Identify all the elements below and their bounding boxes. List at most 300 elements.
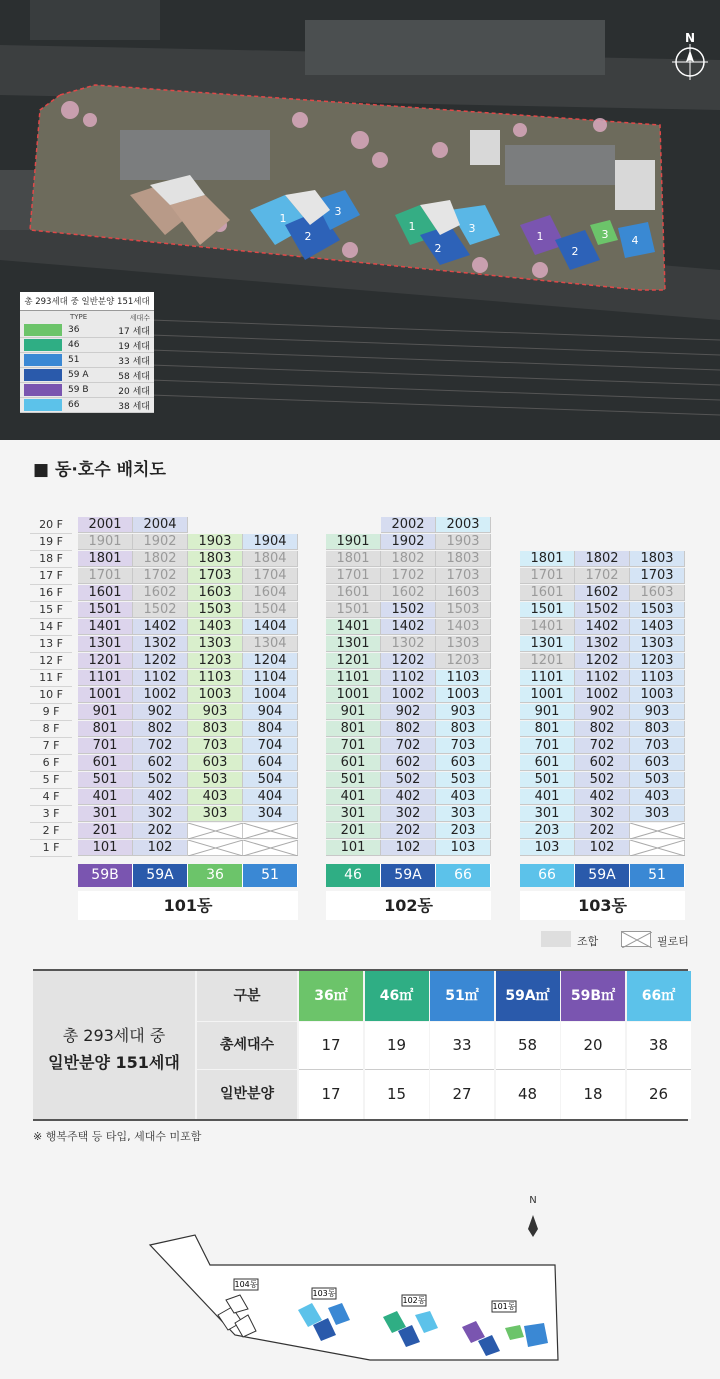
unit-cell: 903 xyxy=(630,704,685,720)
type-tag: 51 xyxy=(243,864,298,887)
unit-cell: 1102 xyxy=(381,670,436,686)
floor-label: 16 F xyxy=(30,585,72,602)
unit-cell: 801 xyxy=(78,721,133,737)
unit-cell: 101 xyxy=(326,840,381,856)
svg-text:3: 3 xyxy=(601,228,609,241)
summary-row-label-total: 총세대수 xyxy=(197,1022,297,1069)
unit-cell: 501 xyxy=(326,772,381,788)
unit-cell: 501 xyxy=(520,772,575,788)
unit-cell: 1402 xyxy=(133,619,188,635)
unit-cell: 404 xyxy=(243,789,298,805)
floor-label: 19 F xyxy=(30,534,72,551)
legend-swatch xyxy=(24,354,62,366)
legend-row xyxy=(20,353,154,368)
unit-cell: 1703 xyxy=(188,568,243,584)
unit-cell: 1202 xyxy=(575,653,630,669)
unit-cell: 503 xyxy=(436,772,491,788)
floor-label: 13 F xyxy=(30,636,72,653)
unit-cell: 604 xyxy=(243,755,298,771)
unit-cell: 1801 xyxy=(520,551,575,567)
unit-cell: 1201 xyxy=(78,653,133,669)
unit-cell: 402 xyxy=(133,789,188,805)
section-title: ■ 동·호수 배치도 xyxy=(33,460,166,480)
summary-total-cell xyxy=(33,971,195,1119)
type-tag: 51 xyxy=(630,864,685,887)
svg-text:N: N xyxy=(529,1195,537,1206)
type-tag: 59A xyxy=(575,864,630,887)
unit-cell: 1903 xyxy=(188,534,243,550)
unit-cell: 601 xyxy=(78,755,133,771)
piloti-legend-label: 필로티 xyxy=(657,935,689,948)
unit-cell: 1103 xyxy=(630,670,685,686)
unit-cell: 403 xyxy=(188,789,243,805)
unit-cell: 201 xyxy=(326,823,381,839)
svg-text:3: 3 xyxy=(334,205,342,218)
unit-cell: 804 xyxy=(243,721,298,737)
floor-label: 5 F xyxy=(30,772,72,789)
legend-row xyxy=(20,383,154,398)
legend-type: 59 B xyxy=(68,385,89,395)
legend-type-header: TYPE xyxy=(70,313,88,321)
unit-cell: 703 xyxy=(630,738,685,754)
unit-cell: 1301 xyxy=(326,636,381,652)
unit-cell: 1403 xyxy=(630,619,685,635)
floor-label: 12 F xyxy=(30,653,72,670)
unit-cell: 1201 xyxy=(326,653,381,669)
unit-cell: 701 xyxy=(326,738,381,754)
unit-cell: 202 xyxy=(575,823,630,839)
association-unit-cell: 1701 xyxy=(78,568,133,584)
floor-label: 9 F xyxy=(30,704,72,721)
svg-text:103동: 103동 xyxy=(312,1289,336,1298)
legend-count-header: 세대수 xyxy=(129,314,150,322)
piloti-cell xyxy=(243,823,298,839)
piloti-legend-swatch xyxy=(621,931,651,947)
association-legend-swatch xyxy=(541,931,571,947)
unit-cell: 203 xyxy=(520,823,575,839)
unit-cell: 801 xyxy=(520,721,575,737)
unit-cell: 303 xyxy=(188,806,243,822)
association-unit-cell: 1903 xyxy=(436,534,491,550)
unit-cell: 801 xyxy=(326,721,381,737)
unit-cell: 1103 xyxy=(188,670,243,686)
unit-cell: 1002 xyxy=(133,687,188,703)
unit-cell: 1001 xyxy=(520,687,575,703)
unit-cell: 101 xyxy=(78,840,133,856)
unit-cell: 502 xyxy=(133,772,188,788)
unit-cell: 803 xyxy=(188,721,243,737)
unit-cell: 704 xyxy=(243,738,298,754)
association-unit-cell: 1802 xyxy=(133,551,188,567)
association-unit-cell: 1503 xyxy=(436,602,491,618)
unit-cell: 1002 xyxy=(381,687,436,703)
unit-cell: 903 xyxy=(188,704,243,720)
unit-cell: 201 xyxy=(78,823,133,839)
legend-count: 17 세대 xyxy=(118,326,150,337)
svg-text:1: 1 xyxy=(536,230,544,243)
unit-cell: 1901 xyxy=(326,534,381,550)
unit-cell: 502 xyxy=(575,772,630,788)
association-unit-cell: 1804 xyxy=(243,551,298,567)
summary-type-header: 59B㎡ xyxy=(561,971,625,1021)
floor-label: 3 F xyxy=(30,806,72,823)
legend-type: 36 xyxy=(68,325,80,335)
unit-cell: 102 xyxy=(133,840,188,856)
unit-cell: 702 xyxy=(381,738,436,754)
association-unit-cell: 1803 xyxy=(436,551,491,567)
unit-cell: 1003 xyxy=(630,687,685,703)
unit-cell: 2004 xyxy=(133,517,188,533)
association-unit-cell: 1602 xyxy=(381,585,436,601)
unit-cell: 403 xyxy=(436,789,491,805)
legend-swatch xyxy=(24,324,62,336)
legend-count: 33 세대 xyxy=(118,356,150,367)
unit-cell: 603 xyxy=(436,755,491,771)
legend-count: 20 세대 xyxy=(118,386,150,397)
unit-cell: 602 xyxy=(575,755,630,771)
unit-cell: 1004 xyxy=(243,687,298,703)
association-unit-cell: 1403 xyxy=(436,619,491,635)
unit-cell: 502 xyxy=(381,772,436,788)
association-legend-label: 조합 xyxy=(577,935,599,948)
unit-cell: 303 xyxy=(630,806,685,822)
unit-cell: 901 xyxy=(520,704,575,720)
summary-general-value: 15 xyxy=(365,1070,429,1119)
association-unit-cell: 1901 xyxy=(78,534,133,550)
association-unit-cell: 1201 xyxy=(520,653,575,669)
summary-total-value: 58 xyxy=(496,1022,560,1070)
legend-type: 66 xyxy=(68,400,80,410)
unit-cell: 2001 xyxy=(78,517,133,533)
summary-type-header: 36㎡ xyxy=(299,971,363,1021)
unit-cell: 903 xyxy=(436,704,491,720)
unit-cell: 102 xyxy=(381,840,436,856)
aerial-site-plan xyxy=(0,0,720,440)
association-unit-cell: 1701 xyxy=(520,568,575,584)
type-tag: 59A xyxy=(381,864,436,887)
association-unit-cell: 1302 xyxy=(381,636,436,652)
association-unit-cell: 1203 xyxy=(436,653,491,669)
unit-cell: 603 xyxy=(188,755,243,771)
unit-cell: 1803 xyxy=(188,551,243,567)
supply-summary-table xyxy=(33,969,688,1121)
association-unit-cell: 1604 xyxy=(243,585,298,601)
floor-label: 6 F xyxy=(30,755,72,772)
unit-cell: 1602 xyxy=(575,585,630,601)
summary-total-value: 20 xyxy=(561,1022,625,1070)
footnote: ※ 행복주택 등 타입, 세대수 미포함 xyxy=(33,1130,202,1143)
floor-label: 2 F xyxy=(30,823,72,840)
unit-cell: 302 xyxy=(133,806,188,822)
unit-cell: 802 xyxy=(133,721,188,737)
unit-cell: 1102 xyxy=(133,670,188,686)
unit-cell: 401 xyxy=(326,789,381,805)
unit-cell: 1503 xyxy=(188,602,243,618)
association-unit-cell: 1802 xyxy=(381,551,436,567)
summary-general-value: 48 xyxy=(496,1070,560,1119)
association-unit-cell: 1401 xyxy=(520,619,575,635)
association-unit-cell: 1601 xyxy=(326,585,381,601)
svg-text:101동: 101동 xyxy=(492,1302,516,1311)
unit-cell: 303 xyxy=(436,806,491,822)
unit-cell: 304 xyxy=(243,806,298,822)
unit-cell: 1403 xyxy=(188,619,243,635)
unit-cell: 1303 xyxy=(630,636,685,652)
unit-cell: 302 xyxy=(575,806,630,822)
unit-cell: 703 xyxy=(436,738,491,754)
type-tag: 59A xyxy=(133,864,188,887)
type-tag: 66 xyxy=(436,864,491,887)
svg-text:102동: 102동 xyxy=(402,1296,426,1305)
unit-cell: 603 xyxy=(630,755,685,771)
north-compass xyxy=(668,30,712,80)
unit-cell: 602 xyxy=(133,755,188,771)
legend-count: 19 세대 xyxy=(118,341,150,352)
unit-cell: 1202 xyxy=(381,653,436,669)
legend-type: 59 A xyxy=(68,370,89,380)
unit-cell: 902 xyxy=(381,704,436,720)
legend-swatch xyxy=(24,339,62,351)
association-unit-cell: 1702 xyxy=(381,568,436,584)
floor-label: 8 F xyxy=(30,721,72,738)
floor-label: 10 F xyxy=(30,687,72,704)
unit-cell: 202 xyxy=(133,823,188,839)
unit-cell: 702 xyxy=(133,738,188,754)
unit-cell: 902 xyxy=(575,704,630,720)
type-tag: 46 xyxy=(326,864,381,887)
association-unit-cell: 1602 xyxy=(133,585,188,601)
unit-cell: 2002 xyxy=(381,517,436,533)
unit-cell: 702 xyxy=(575,738,630,754)
unit-cell: 503 xyxy=(630,772,685,788)
unit-cell: 701 xyxy=(78,738,133,754)
unit-cell: 1402 xyxy=(381,619,436,635)
unit-cell: 904 xyxy=(243,704,298,720)
unit-cell: 1501 xyxy=(520,602,575,618)
legend-count: 38 세대 xyxy=(118,401,150,412)
summary-total-line1: 총 293세대 중 xyxy=(62,1026,166,1045)
summary-general-value: 27 xyxy=(430,1070,494,1119)
piloti-cell xyxy=(188,840,243,856)
unit-cell: 203 xyxy=(436,823,491,839)
floor-label: 1 F xyxy=(30,840,72,857)
unit-cell: 1003 xyxy=(188,687,243,703)
unit-cell: 1104 xyxy=(243,670,298,686)
unit-cell: 1802 xyxy=(575,551,630,567)
association-unit-cell: 1603 xyxy=(436,585,491,601)
unit-cell: 401 xyxy=(520,789,575,805)
floor-label: 20 F xyxy=(30,517,72,534)
piloti-cell xyxy=(188,823,243,839)
unit-cell: 901 xyxy=(326,704,381,720)
svg-text:2: 2 xyxy=(571,245,579,258)
floor-label: 14 F xyxy=(30,619,72,636)
association-unit-cell: 1703 xyxy=(436,568,491,584)
unit-cell: 1401 xyxy=(78,619,133,635)
legend-row xyxy=(20,398,154,413)
piloti-cell xyxy=(243,840,298,856)
summary-total-line2: 일반분양 151세대 xyxy=(48,1053,180,1072)
association-unit-cell: 1502 xyxy=(133,602,188,618)
legend-swatch xyxy=(24,384,62,396)
association-unit-cell: 1704 xyxy=(243,568,298,584)
association-unit-cell: 1504 xyxy=(243,602,298,618)
svg-text:3: 3 xyxy=(468,222,476,235)
association-unit-cell: 1902 xyxy=(133,534,188,550)
summary-total-value: 19 xyxy=(365,1022,429,1070)
type-tag: 59B xyxy=(78,864,133,887)
unit-cell: 1203 xyxy=(188,653,243,669)
unit-cell: 402 xyxy=(381,789,436,805)
unit-cell: 1101 xyxy=(326,670,381,686)
unit-cell: 601 xyxy=(520,755,575,771)
unit-cell: 1103 xyxy=(436,670,491,686)
building-name: 101동 xyxy=(78,891,298,920)
legend-type: 51 xyxy=(68,355,80,365)
association-unit-cell: 1702 xyxy=(133,568,188,584)
unit-cell: 1302 xyxy=(575,636,630,652)
unit-cell: 1904 xyxy=(243,534,298,550)
unit-cell: 602 xyxy=(381,755,436,771)
summary-total-value: 17 xyxy=(299,1022,363,1070)
unit-cell: 1404 xyxy=(243,619,298,635)
unit-cell: 1301 xyxy=(520,636,575,652)
legend-row xyxy=(20,338,154,353)
summary-general-value: 26 xyxy=(627,1070,691,1119)
type-legend-title: 총 293세대 중 일반분양 151세대 xyxy=(20,292,154,311)
summary-type-header: 46㎡ xyxy=(365,971,429,1021)
unit-cell: 1204 xyxy=(243,653,298,669)
summary-general-value: 17 xyxy=(299,1070,363,1119)
unit-cell: 301 xyxy=(326,806,381,822)
unit-cell: 401 xyxy=(78,789,133,805)
type-tag: 66 xyxy=(520,864,575,887)
summary-type-header: 59A㎡ xyxy=(496,971,560,1021)
unit-cell: 302 xyxy=(381,806,436,822)
unit-cell: 701 xyxy=(520,738,575,754)
piloti-cell xyxy=(630,823,685,839)
summary-general-value: 18 xyxy=(561,1070,625,1119)
building-name: 103동 xyxy=(520,891,685,920)
site-north-arrow-icon xyxy=(528,1215,538,1237)
floor-label: 4 F xyxy=(30,789,72,806)
unit-cell: 1601 xyxy=(78,585,133,601)
unit-cell: 802 xyxy=(381,721,436,737)
unit-cell: 301 xyxy=(520,806,575,822)
legend-count: 58 세대 xyxy=(118,371,150,382)
unit-cell: 802 xyxy=(575,721,630,737)
association-unit-cell: 1303 xyxy=(436,636,491,652)
unit-cell: 703 xyxy=(188,738,243,754)
unit-cell: 1401 xyxy=(326,619,381,635)
unit-cell: 1302 xyxy=(133,636,188,652)
unit-cell: 501 xyxy=(78,772,133,788)
unit-cell: 504 xyxy=(243,772,298,788)
unit-cell: 1303 xyxy=(188,636,243,652)
unit-cell: 1101 xyxy=(78,670,133,686)
site-location-map xyxy=(140,1185,570,1370)
unit-cell: 2003 xyxy=(436,517,491,533)
unit-cell: 102 xyxy=(575,840,630,856)
unit-cell: 1502 xyxy=(575,602,630,618)
association-unit-cell: 1304 xyxy=(243,636,298,652)
unit-cell: 403 xyxy=(630,789,685,805)
unit-cell: 1603 xyxy=(188,585,243,601)
floor-label: 17 F xyxy=(30,568,72,585)
piloti-cell xyxy=(630,840,685,856)
svg-text:1: 1 xyxy=(279,212,287,225)
unit-cell: 1202 xyxy=(133,653,188,669)
unit-cell: 503 xyxy=(188,772,243,788)
association-unit-cell: 1601 xyxy=(520,585,575,601)
unit-cell: 202 xyxy=(381,823,436,839)
unit-cell: 1003 xyxy=(436,687,491,703)
floor-label: 18 F xyxy=(30,551,72,568)
unit-cell: 1703 xyxy=(630,568,685,584)
unit-cell: 1502 xyxy=(381,602,436,618)
association-unit-cell: 1702 xyxy=(575,568,630,584)
floor-label: 11 F xyxy=(30,670,72,687)
unit-cell: 1501 xyxy=(78,602,133,618)
type-legend xyxy=(20,292,154,413)
floor-label: 7 F xyxy=(30,738,72,755)
unit-cell: 103 xyxy=(436,840,491,856)
unit-cell: 103 xyxy=(520,840,575,856)
association-unit-cell: 1501 xyxy=(326,602,381,618)
unit-cell: 1001 xyxy=(326,687,381,703)
unit-cell: 1301 xyxy=(78,636,133,652)
unit-cell: 901 xyxy=(78,704,133,720)
unit-cell: 1902 xyxy=(381,534,436,550)
summary-row-label-general: 일반분양 xyxy=(197,1070,297,1119)
building-name: 102동 xyxy=(326,891,491,920)
unit-cell: 1001 xyxy=(78,687,133,703)
svg-text:1: 1 xyxy=(408,220,416,233)
legend-row xyxy=(20,323,154,338)
unit-cell: 1203 xyxy=(630,653,685,669)
summary-type-header: 66㎡ xyxy=(627,971,691,1021)
type-tag: 36 xyxy=(188,864,243,887)
unit-cell: 1102 xyxy=(575,670,630,686)
summary-type-header: 51㎡ xyxy=(430,971,494,1021)
legend-type: 46 xyxy=(68,340,80,350)
unit-cell: 301 xyxy=(78,806,133,822)
floor-label: 15 F xyxy=(30,602,72,619)
summary-total-value: 33 xyxy=(430,1022,494,1070)
unit-cell: 1503 xyxy=(630,602,685,618)
unit-cell: 803 xyxy=(630,721,685,737)
unit-cell: 1402 xyxy=(575,619,630,635)
legend-row xyxy=(20,368,154,383)
legend-swatch xyxy=(24,399,62,411)
unit-cell: 1002 xyxy=(575,687,630,703)
legend-swatch xyxy=(24,369,62,381)
association-unit-cell: 1701 xyxy=(326,568,381,584)
unit-cell: 803 xyxy=(436,721,491,737)
svg-text:4: 4 xyxy=(631,234,639,247)
unit-cell: 402 xyxy=(575,789,630,805)
svg-text:2: 2 xyxy=(434,242,442,255)
unit-cell: 601 xyxy=(326,755,381,771)
association-unit-cell: 1603 xyxy=(630,585,685,601)
svg-text:N: N xyxy=(684,31,696,45)
summary-header-label: 구분 xyxy=(197,971,297,1021)
unit-cell: 902 xyxy=(133,704,188,720)
unit-cell: 1101 xyxy=(520,670,575,686)
association-unit-cell: 1801 xyxy=(326,551,381,567)
unit-cell: 1803 xyxy=(630,551,685,567)
summary-total-value: 38 xyxy=(627,1022,691,1070)
